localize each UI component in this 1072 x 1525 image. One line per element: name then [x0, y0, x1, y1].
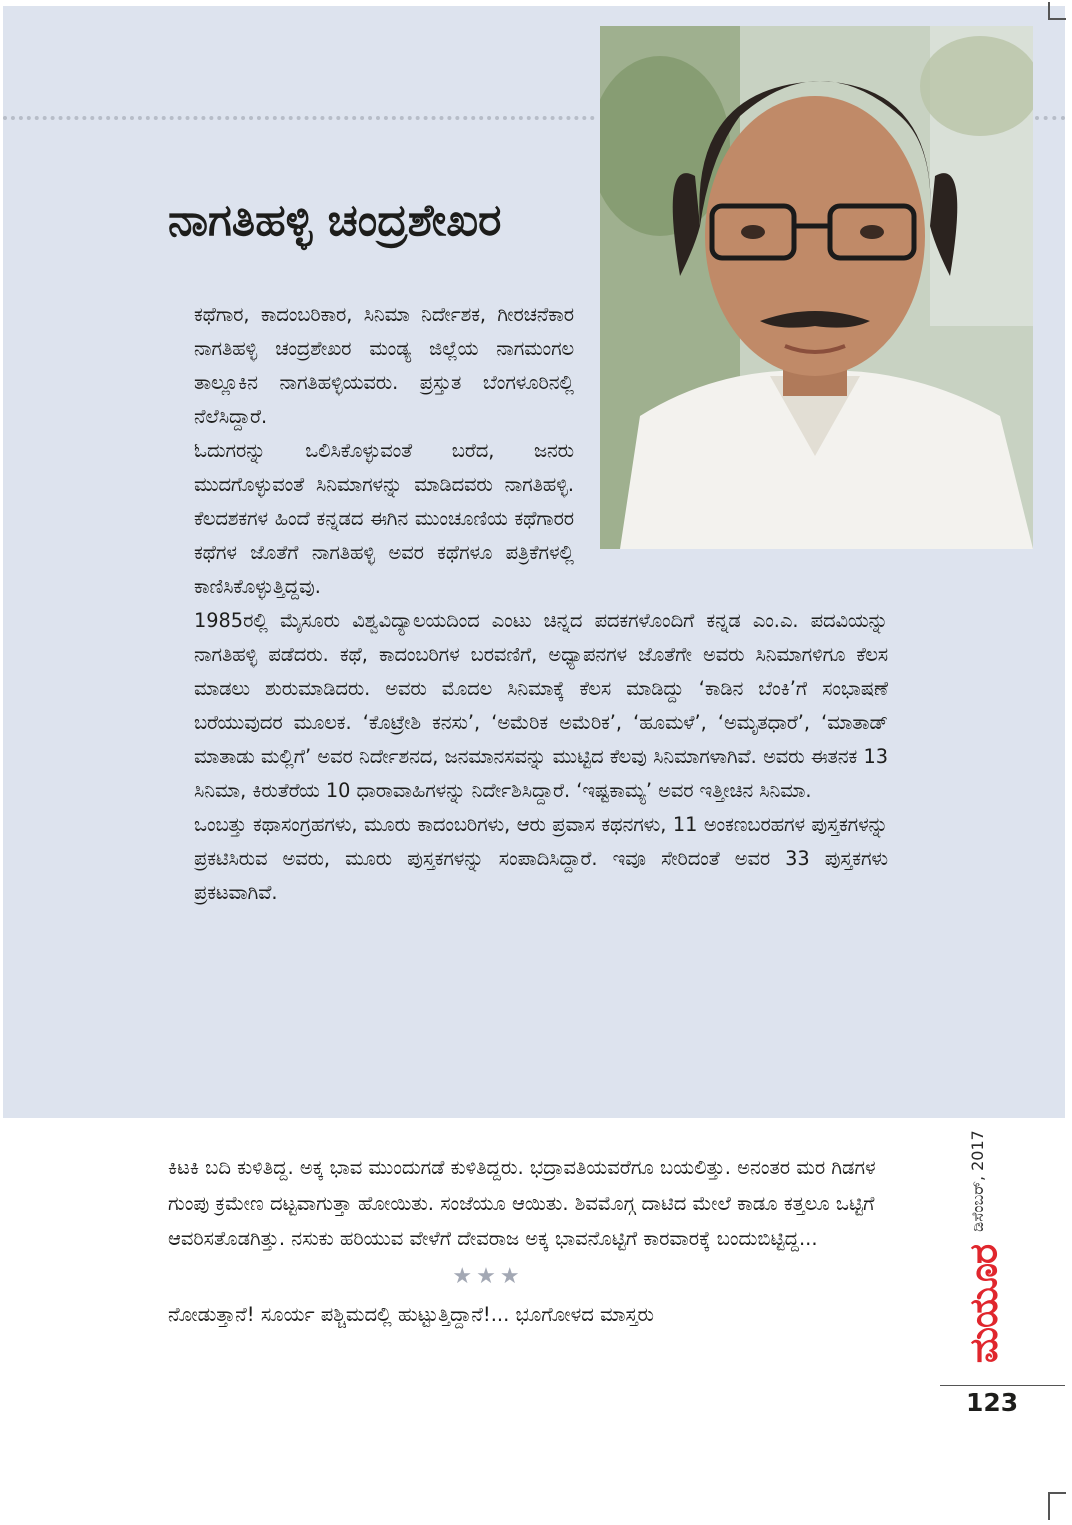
author-name: ನಾಗತಿಹಳ್ಳಿ ಚಂದ್ರಶೇಖರ — [168, 195, 502, 246]
magazine-logo-text: ಮಯೂರ — [961, 1244, 1006, 1364]
section-separator: ★★★ — [452, 1263, 524, 1289]
bio-paragraph: ಒಂಬತ್ತು ಕಥಾಸಂಗ್ರಹಗಳು, ಮೂರು ಕಾದಂಬರಿಗಳು, ಆರು ಪ್ರವಾಸ ಕಥನಗಳು, 11 ಅಂಕಣಬರಹಗಳ ಪುಸ್ತಕಗಳನ್ನು ಪ್ರಕಟಿಸಿರುವ ಅವರು, ಮೂರು ಪುಸ್ತಕಗಳನ್ನು ಸಂಪಾದಿಸಿದ್ದಾರೆ. ಇವೂ ಸೇರಿದಂತೆ ಅವರ 33 ಪುಸ್ತಕಗಳು ಪ್ರಕಟವಾಗಿವೆ. — [194, 813, 888, 904]
crop-mark — [1048, 2, 1066, 20]
issue-date-text: ಡಿಸೆಂಬರ್, 2017 — [968, 1130, 987, 1232]
footer-rule — [940, 1385, 1065, 1386]
dotted-divider — [3, 116, 595, 120]
page-number: 123 — [966, 1388, 1019, 1417]
story-paragraph: ಕಿಟಕಿ ಬದಿ ಕುಳಿತಿದ್ದ. ಅಕ್ಕ ಭಾವ ಮುಂದುಗಡೆ ಕುಳಿತಿದ್ದರು. ಭದ್ರಾವತಿಯವರೆಗೂ ಬಯಲಿತ್ತು. ಅನಂತರ ಮರ ಗಿಡಗಳ ಗುಂಪು ಕ್ರಮೇಣ ದಟ್ಟವಾಗುತ್ತಾ ಹೋಯಿತು. ಸಂಜೆಯೂ ಆಯಿತು. ಶಿವಮೊಗ್ಗ ದಾಟಿದ ಮೇಲೆ ಕಾಡೂ ಕತ್ತಲೂ ಒಟ್ಟಿಗೆ ಆವರಿಸತೊಡಗಿತ್ತು. ನಸುಕು ಹರಿಯುವ ವೇಳೆಗೆ ದೇವರಾಜ ಅಕ್ಕ ಭಾವನೊಟ್ಟಿಗೆ ಕಾರವಾರಕ್ಕೆ ಬಂದುಬಿಟ್ಟಿದ್ದ... — [168, 1156, 876, 1251]
story-paragraph: ನೋಡುತ್ತಾನೆ! ಸೂರ್ಯ ಪಶ್ಚಿಮದಲ್ಲಿ ಹುಟ್ಟುತ್ತಿದ್ದಾನೆ!... ಭೂಗೋಳದ ಮಾಸ್ತರು — [168, 1302, 655, 1326]
bio-paragraph: ಕಥೆಗಾರ, ಕಾದಂಬರಿಕಾರ, ಸಿನಿಮಾ ನಿರ್ದೇಶಕ, ಗೀರಚನೆಕಾರ ನಾಗತಿಹಳ್ಳಿ ಚಂದ್ರಶೇಖರ ಮಂಡ್ಯ ಜಿಲ್ಲೆಯ ನಾಗಮಂಗಲ ತಾಲ್ಲೂಕಿನ ನಾಗತಿಹಳ್ಳಿಯವರು. ಪ್ರಸ್ತುತ ಬೆಂಗಳೂರಿನಲ್ಲಿ ನೆಲೆಸಿದ್ದಾರೆ. — [194, 303, 574, 428]
dotted-divider — [1035, 116, 1065, 120]
bio-paragraph: 1985ರಲ್ಲಿ ಮೈಸೂರು ವಿಶ್ವವಿದ್ಯಾಲಯದಿಂದ ಎಂಟು ಚಿನ್ನದ ಪದಕಗಳೊಂದಿಗೆ ಕನ್ನಡ ಎಂ.ಎ. ಪದವಿಯನ್ನು ನಾಗತಿಹಳ್ಳಿ ಪಡೆದರು. ಕಥೆ, ಕಾದಂಬರಿಗಳ ಬರವಣಿಗೆ, ಅಧ್ಯಾಪನಗಳ ಜೊತೆಗೇ ಅವರು ಸಿನಿಮಾಗಳಿಗೂ ಕೆಲಸ ಮಾಡಲು ಶುರುಮಾಡಿದರು. ಅವರು ಮೊದಲ ಸಿನಿಮಾಕ್ಕೆ ಕೆಲಸ ಮಾಡಿದ್ದು ‘ಕಾಡಿನ ಬೆಂಕಿ’ಗೆ ಸಂಭಾಷಣೆ ಬರೆಯುವುದರ ಮೂಲಕ. ‘ಕೊಟ್ರೇಶಿ ಕನಸು’, ‘ಅಮೆರಿಕ ಅಮೆರಿಕ’, ‘ಹೂಮಳೆ’, ‘ಅಮೃತಧಾರೆ’, ‘ಮಾತಾಡ್ ಮಾತಾಡು ಮಲ್ಲಿಗೆ’ ಅವರ ನಿರ್ದೇಶನದ, ಜನಮಾನಸವನ್ನು ಮುಟ್ಟಿದ ಕೆಲವು ಸಿನಿಮಾಗಳಾಗಿವೆ. ಅವರು ಈತನಕ 13 ಸಿನಿಮಾ, ಕಿರುತೆರೆಯ 10 ಧಾರಾವಾಹಿಗಳನ್ನು ನಿರ್ದೇಶಿಸಿದ್ದಾರೆ. ‘ಇಷ್ಟಕಾಮ್ಯ’ ಅವರ ಇತ್ತೀಚಿನ ಸಿನಿಮಾ. — [194, 609, 888, 802]
bio-paragraph: ಓದುಗರನ್ನು ಒಲಿಸಿಕೊಳ್ಳುವಂತೆ ಬರೆದ, ಜನರು ಮುದಗೊಳ್ಳುವಂತೆ ಸಿನಿಮಾಗಳನ್ನು ಮಾಡಿದವರು ನಾಗತಿಹಳ್ಳಿ. ಕೆಲದಶಕಗಳ ಹಿಂದೆ ಕನ್ನಡದ ಈಗಿನ ಮುಂಚೂಣಿಯ ಕಥೆಗಾರರ ಕಥೆಗಳ ಜೊತೆಗೆ ನಾಗತಿಹಳ್ಳಿ ಅವರ ಕಥೆಗಳೂ ಪತ್ರಿಕೆಗಳಲ್ಲಿ ಕಾಣಿಸಿಕೊಳ್ಳುತ್ತಿದ್ದವು. — [194, 439, 574, 598]
photo-wrap-space — [574, 298, 888, 551]
biography — [194, 298, 888, 910]
story-excerpt — [168, 1150, 920, 1332]
crop-mark — [1048, 1492, 1066, 1520]
